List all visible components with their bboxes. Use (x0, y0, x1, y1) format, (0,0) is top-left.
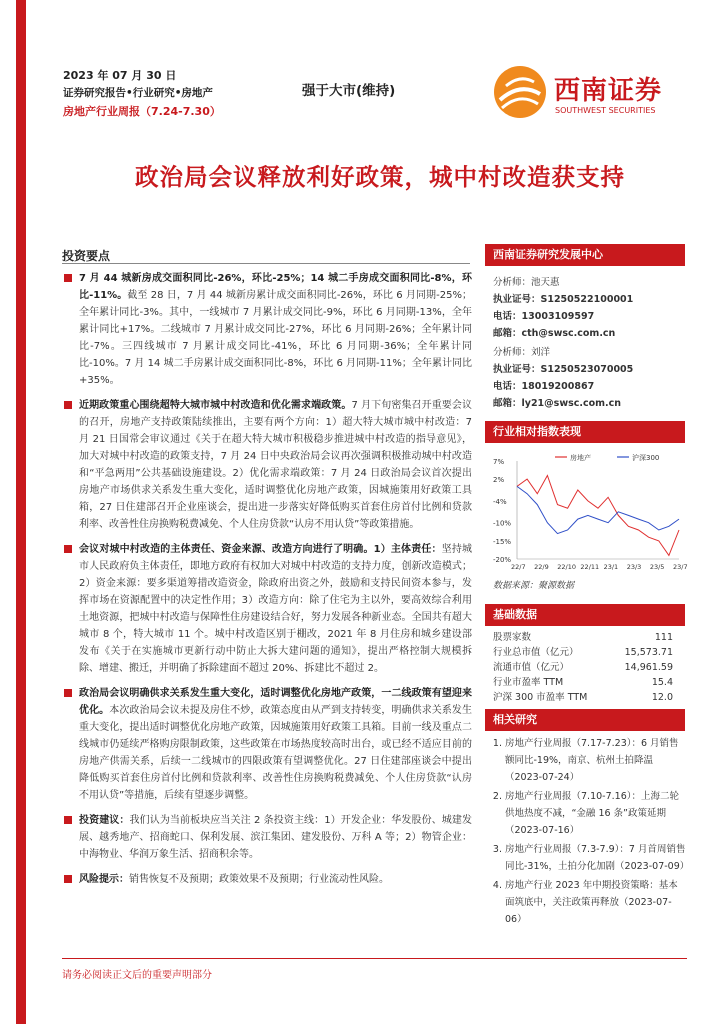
row-label: 行业总市值（亿元） (493, 647, 579, 658)
analyst-cert: 执业证号：S1250522100001 (493, 294, 634, 305)
related-report-link[interactable]: 4. 房地产行业 2023 年中期投资策略：基本面筑底中，关注政策再释放（2023-07-06） (505, 877, 686, 928)
x-tick-label: 22/11 (580, 563, 600, 571)
x-tick-label: 23/5 (649, 563, 665, 571)
relative-index-chart (493, 451, 688, 581)
table-row (493, 645, 673, 660)
research-center-heading: 西南证券研究发展中心 (485, 244, 685, 266)
summary-item-text: 坚持城市人民政府负主体责任，即地方政府有权加大对城中村改造的支持力度，创新改造模式；2）资金来源：要多渠道筹措改造资金，除政府出资之外，鼓励和支持民间资本参与，发挥市场在资源配置中的决定性作用；3）改造方向：除了住宅为主以外，要高效综合利用土地资源，把城中村改造与保障性住房建设结合好，努力发展各种新业态。全国共有超大城市 8 个，特大城市 11 个。城中村改造区别于棚改，2021 年 8 月住房和城乡建设部发布《关于在实施城市更新行动中防止大拆大建问题的通知》，提出严格控制大规模拆除、增建、搬迁，并明确了拆除建面不超过 20%、拆建比不超过 2。 (79, 544, 472, 674)
y-tick-label: -10% (493, 519, 512, 528)
report-subtitle: 房地产行业周报（7.24-7.30） (63, 105, 221, 118)
analyst-phone: 电话：13003109597 (493, 311, 595, 322)
report-title: 政治局会议释放利好政策，城中村改造获支持 (135, 163, 625, 191)
summary-item (62, 270, 472, 389)
report-type: 证券研究报告•行业研究•房地产 (63, 87, 213, 99)
summary-item (62, 397, 472, 533)
y-tick-label: -15% (493, 537, 512, 546)
x-tick-label: 22/10 (557, 563, 577, 571)
row-value: 12.0 (651, 692, 673, 703)
left-accent-bar (16, 0, 26, 1024)
report-date: 2023 年 07 月 30 日 (63, 69, 177, 82)
legend-label: 沪深300 (632, 454, 660, 462)
analyst-cert: 执业证号：S1250523070005 (493, 364, 634, 375)
southwest-securities-logo (492, 64, 682, 120)
summary-item-text: 销售恢复不及预期；政策效果不及预期；行业流动性风险。 (129, 874, 389, 885)
related-report-link[interactable]: 1. 房地产行业周报（7.17-7.23）：6 月销售额同比-19%，南京、杭州土拍降温（2023-07-24） (505, 735, 686, 786)
row-label: 流通市值（亿元） (493, 662, 570, 673)
row-value: 14,961.59 (624, 662, 673, 673)
related-report-link[interactable]: 2. 房地产行业周报（7.10-7.16）：上海二轮供地热度不减，“金融 16 条”政策延期（2023-07-16） (505, 788, 686, 839)
series-line-1 (517, 486, 679, 533)
x-tick-label: 23/1 (603, 563, 619, 571)
series-line-0 (517, 476, 679, 556)
summary-body (62, 270, 472, 896)
row-value: 15.4 (651, 677, 673, 688)
y-tick-label: -20% (493, 556, 512, 564)
legend-label: 房地产 (570, 454, 591, 462)
summary-item-lead: 政治局会议明确供求关系发生重大变化，适时调整优化房地产政策，一二线政策有望迎来优化。 (79, 688, 472, 716)
summary-item (62, 685, 472, 804)
basic-data-heading: 基础数据 (485, 604, 685, 626)
row-label: 沪深 300 市盈率 TTM (493, 692, 588, 703)
analyst-name: 分析师：池天惠 (493, 277, 560, 288)
x-tick-label: 23/3 (626, 563, 642, 571)
analyst-block-2 (493, 344, 683, 412)
table-row (493, 630, 673, 645)
summary-item-text: 7 月下旬密集召开重要会议的召开，房地产支持政策陆续推出，主要有两个方向：1）超大特大城市城中村改造：7 月 21 日国常会审议通过《关于在超大特大城市积极稳步推进城中村改造的指导意见》，加大对城中村改造的政策支持，7 月 24 日中央政治局会议再次强调积极推动城中村改造和“平急两用”公共基础设施建设。2）优化需求端政策：7 月 24 日政治局会议首次提出房地产市场供求关系发生重大变化，适时调整优化房地产政策，因城施策用好政策工具箱，27 日住建部召开企业座谈会，提出进一步落实好降低购买首套住房首付比例和贷款利率、改善性住房换购税费减免、个人住房贷款“认房不用认贷”等政策措施。 (79, 400, 472, 530)
y-tick-label: -4% (493, 497, 507, 506)
row-label: 股票家数 (493, 632, 532, 643)
summary-item (62, 812, 472, 863)
x-tick-label: 23/7 (673, 563, 688, 571)
summary-heading: 投资要点 (62, 249, 111, 263)
row-value: 111 (654, 632, 673, 643)
summary-item-text: 截至 28 日，7 月 44 城新房累计成交面积同比-26%，环比 6 月同期-25%；全年累计同比-3%。其中，一线城市 7 月累计成交同比-9%，环比 6 月同期-13%，全年累计同比+17%。二线城市 7 月累计成交同比-27%，环比 6 月同期-26%；全年累计同比-7%。三四线城市 7 月累计成交同比-41%，环比 6 月同期-36%；全年累计同比-10%。7 月 14 城二手房累计成交面积同比-8%，环比 6 月同期-11%；全年累计同比+35%。 (79, 290, 472, 386)
summary-divider (62, 263, 470, 264)
analyst-block-1 (493, 274, 683, 342)
x-tick-label: 22/9 (534, 563, 549, 571)
summary-item-text: 我们认为当前板块应当关注 2 条投资主线：1）开发企业：华发股份、城建发展、越秀地产、招商蛇口、保利发展、滨江集团、建发股份、万科 A 等；2）物管企业：中海物业、华润万象生活、招商积余等。 (79, 815, 473, 860)
analyst-phone: 电话：18019200867 (493, 381, 595, 392)
analyst-email[interactable]: 邮箱：cth@swsc.com.cn (493, 328, 616, 339)
related-report-link[interactable]: 3. 房地产行业周报（7.3-7.9）：7 月首周销售同比-31%，土拍分化加剧（2023-07-09） (505, 841, 686, 875)
summary-item-text: 本次政治局会议未提及房住不炒，政策态度由从严到支持转变，明确供求关系发生重大变化，提出适时调整优化房地产政策，因城施策用好政策工具箱。目前一线及重点二线城市仍延续严格购房限制政策，这些政策在市场热度较高时出台，或已经不适应目前的房地产供需关系，后续一二线城市的四限政策有望调整优化。27 日住建部座谈会中提出降低购买首套住房首付比例和贷款利率、改善性住房换购税费减免、个人住房贷款“认房不用认贷”等措施，后续有望逐步调整。 (79, 705, 473, 801)
logo-emblem-icon (492, 64, 548, 120)
summary-item-lead: 风险提示： (79, 874, 129, 885)
table-row (493, 675, 673, 690)
basic-data-table (493, 630, 673, 705)
table-row (493, 660, 673, 675)
logo-en-text: SOUTHWEST SECURITIES (555, 106, 656, 115)
analyst-email[interactable]: 邮箱：ly21@swsc.com.cn (493, 398, 622, 409)
summary-item (62, 871, 472, 888)
chart-source: 数据来源：聚源数据 (493, 581, 575, 591)
summary-item (62, 541, 472, 677)
footer-divider (62, 958, 687, 959)
rating-label: 强于大市(维持) (302, 83, 396, 99)
related-research-list (491, 735, 690, 930)
logo-cn-text: 西南证券 (554, 76, 663, 106)
summary-item-lead: 7 月 44 城新房成交面积同比-26%，环比-25%；14 城二手房成交面积同比-8%，环比-11%。 (79, 273, 472, 301)
summary-item-lead: 会议对城中村改造的主体责任、资金来源、改造方向进行了明确。1）主体责任： (79, 544, 442, 555)
related-research-heading: 相关研究 (485, 709, 685, 731)
table-row (493, 690, 673, 705)
row-value: 15,573.71 (624, 647, 673, 658)
footer-disclaimer: 请务必阅读正文后的重要声明部分 (62, 970, 212, 981)
analyst-name: 分析师：刘洋 (493, 347, 551, 358)
y-tick-label: 7% (493, 458, 505, 466)
y-tick-label: 2% (493, 476, 505, 485)
x-tick-label: 22/7 (511, 563, 526, 571)
summary-item-lead: 投资建议： (79, 815, 130, 826)
index-chart-heading: 行业相对指数表现 (485, 421, 685, 443)
summary-item-lead: 近期政策重心围绕超特大城市城中村改造和优化需求端政策。 (79, 400, 352, 411)
row-label: 行业市盈率 TTM (493, 677, 564, 688)
